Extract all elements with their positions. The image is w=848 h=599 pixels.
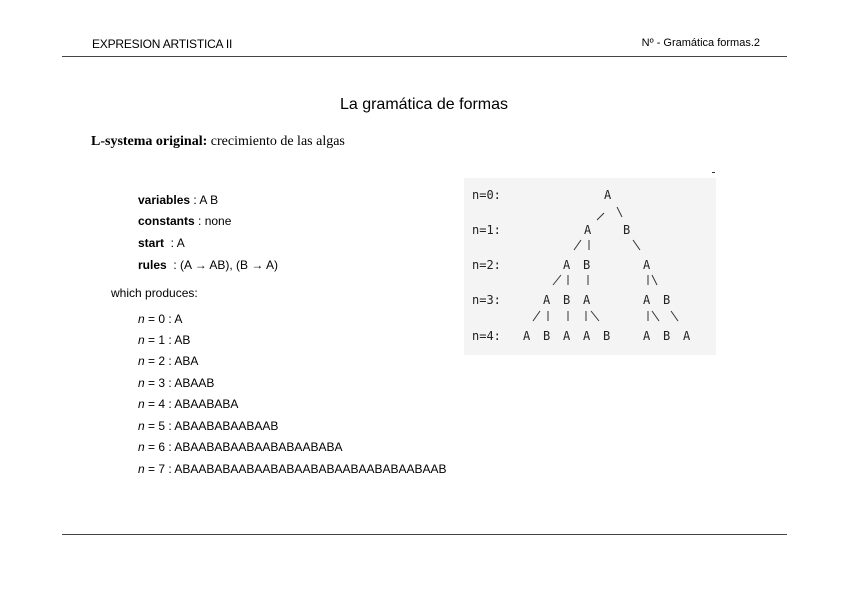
spec-variables-value: : A B xyxy=(190,193,219,207)
tree-node: A xyxy=(583,293,591,307)
gen-value: = 0 : A xyxy=(144,312,183,326)
spec-rules xyxy=(138,258,278,272)
gen-value: = 2 : ABA xyxy=(144,354,199,368)
generation-row xyxy=(138,354,198,368)
tree-node: A xyxy=(523,329,531,343)
gen-n: n xyxy=(138,440,145,454)
tree-node: B xyxy=(543,329,551,343)
gen-value: = 1 : AB xyxy=(144,333,191,347)
tree-row-label: n=3: xyxy=(472,293,501,307)
tree-node: B xyxy=(603,329,611,343)
tree-node: A xyxy=(643,258,651,272)
tree-node: A xyxy=(543,293,551,307)
header-divider xyxy=(62,56,787,57)
tree-edge xyxy=(574,240,581,250)
subtitle-rest: crecimiento de las algas xyxy=(207,134,345,149)
tree-node: B xyxy=(563,293,571,307)
tree-edge xyxy=(633,240,640,250)
footer-divider xyxy=(62,534,787,535)
tree-edge xyxy=(671,311,678,321)
gen-n: n xyxy=(138,462,145,476)
gen-n: n xyxy=(138,354,145,368)
spec-start-value: : A xyxy=(164,236,185,250)
section-subtitle xyxy=(91,134,345,150)
spec-variables xyxy=(138,193,218,207)
spec-start xyxy=(138,236,185,250)
spec-constants-key: constants xyxy=(138,214,195,228)
tree-node: A xyxy=(604,188,612,202)
header-course-title: EXPRESION ARTISTICA II xyxy=(92,37,233,51)
tree-node: B xyxy=(583,258,591,272)
gen-value: = 4 : ABAABABA xyxy=(144,397,239,411)
tree-node: A xyxy=(683,329,691,343)
tree-row-label: n=4: xyxy=(472,329,501,343)
gen-value: = 7 : ABAABABAABAABABAABABAABAABABAABAAB xyxy=(144,462,447,476)
generation-row xyxy=(138,376,214,390)
spec-start-key: start xyxy=(138,236,165,250)
gen-n: n xyxy=(138,376,145,390)
subtitle-bold: L-systema original: xyxy=(91,134,208,149)
spec-variables-key: variables xyxy=(138,193,191,207)
spec-constants-value: : none xyxy=(194,214,232,228)
gen-n: n xyxy=(138,397,145,411)
tree-node: A xyxy=(563,329,571,343)
spec-constants xyxy=(138,214,231,228)
spec-rules-value: : (A → AB), (B → A) xyxy=(166,258,279,272)
gen-n: n xyxy=(138,333,145,347)
generation-row xyxy=(138,333,190,347)
tree-node: A xyxy=(643,329,651,343)
generation-row xyxy=(138,397,238,411)
lsystem-tree-svg xyxy=(464,178,716,355)
tree-node: A xyxy=(563,258,571,272)
generation-row xyxy=(138,419,278,433)
gen-n: n xyxy=(138,312,145,326)
gen-n: n xyxy=(138,419,145,433)
tree-row-label: n=0: xyxy=(472,188,501,202)
generation-row xyxy=(138,440,342,454)
tree-node: A xyxy=(583,329,591,343)
gen-value: = 3 : ABAAB xyxy=(144,376,215,390)
tree-row-label: n=2: xyxy=(472,258,501,272)
tree-edge xyxy=(652,275,657,285)
tree-edge xyxy=(597,213,604,220)
gen-value: = 6 : ABAABABAABAABABAABABA xyxy=(144,440,343,454)
lsystem-tree-diagram xyxy=(464,178,716,355)
tree-edge xyxy=(652,311,659,321)
gen-value: = 5 : ABAABABAABAAB xyxy=(144,419,279,433)
generation-row xyxy=(138,462,447,476)
generation-row xyxy=(138,312,182,326)
tree-node: A xyxy=(584,223,592,237)
tree-edge xyxy=(533,311,540,321)
tree-node: B xyxy=(663,293,671,307)
tree-node: B xyxy=(623,223,631,237)
tree-node: B xyxy=(663,329,671,343)
tree-row-label: n=1: xyxy=(472,223,501,237)
tree-edge xyxy=(617,207,622,217)
tree-node: A xyxy=(643,293,651,307)
corner-mark xyxy=(712,172,715,173)
spec-rules-key: rules xyxy=(138,258,167,272)
tree-edge xyxy=(553,275,561,285)
produces-label: which produces: xyxy=(111,286,198,300)
page-title: La gramática de formas xyxy=(339,96,509,113)
tree-edge xyxy=(591,311,599,321)
header-page-id: Nº - Gramática formas.2 xyxy=(641,37,760,49)
